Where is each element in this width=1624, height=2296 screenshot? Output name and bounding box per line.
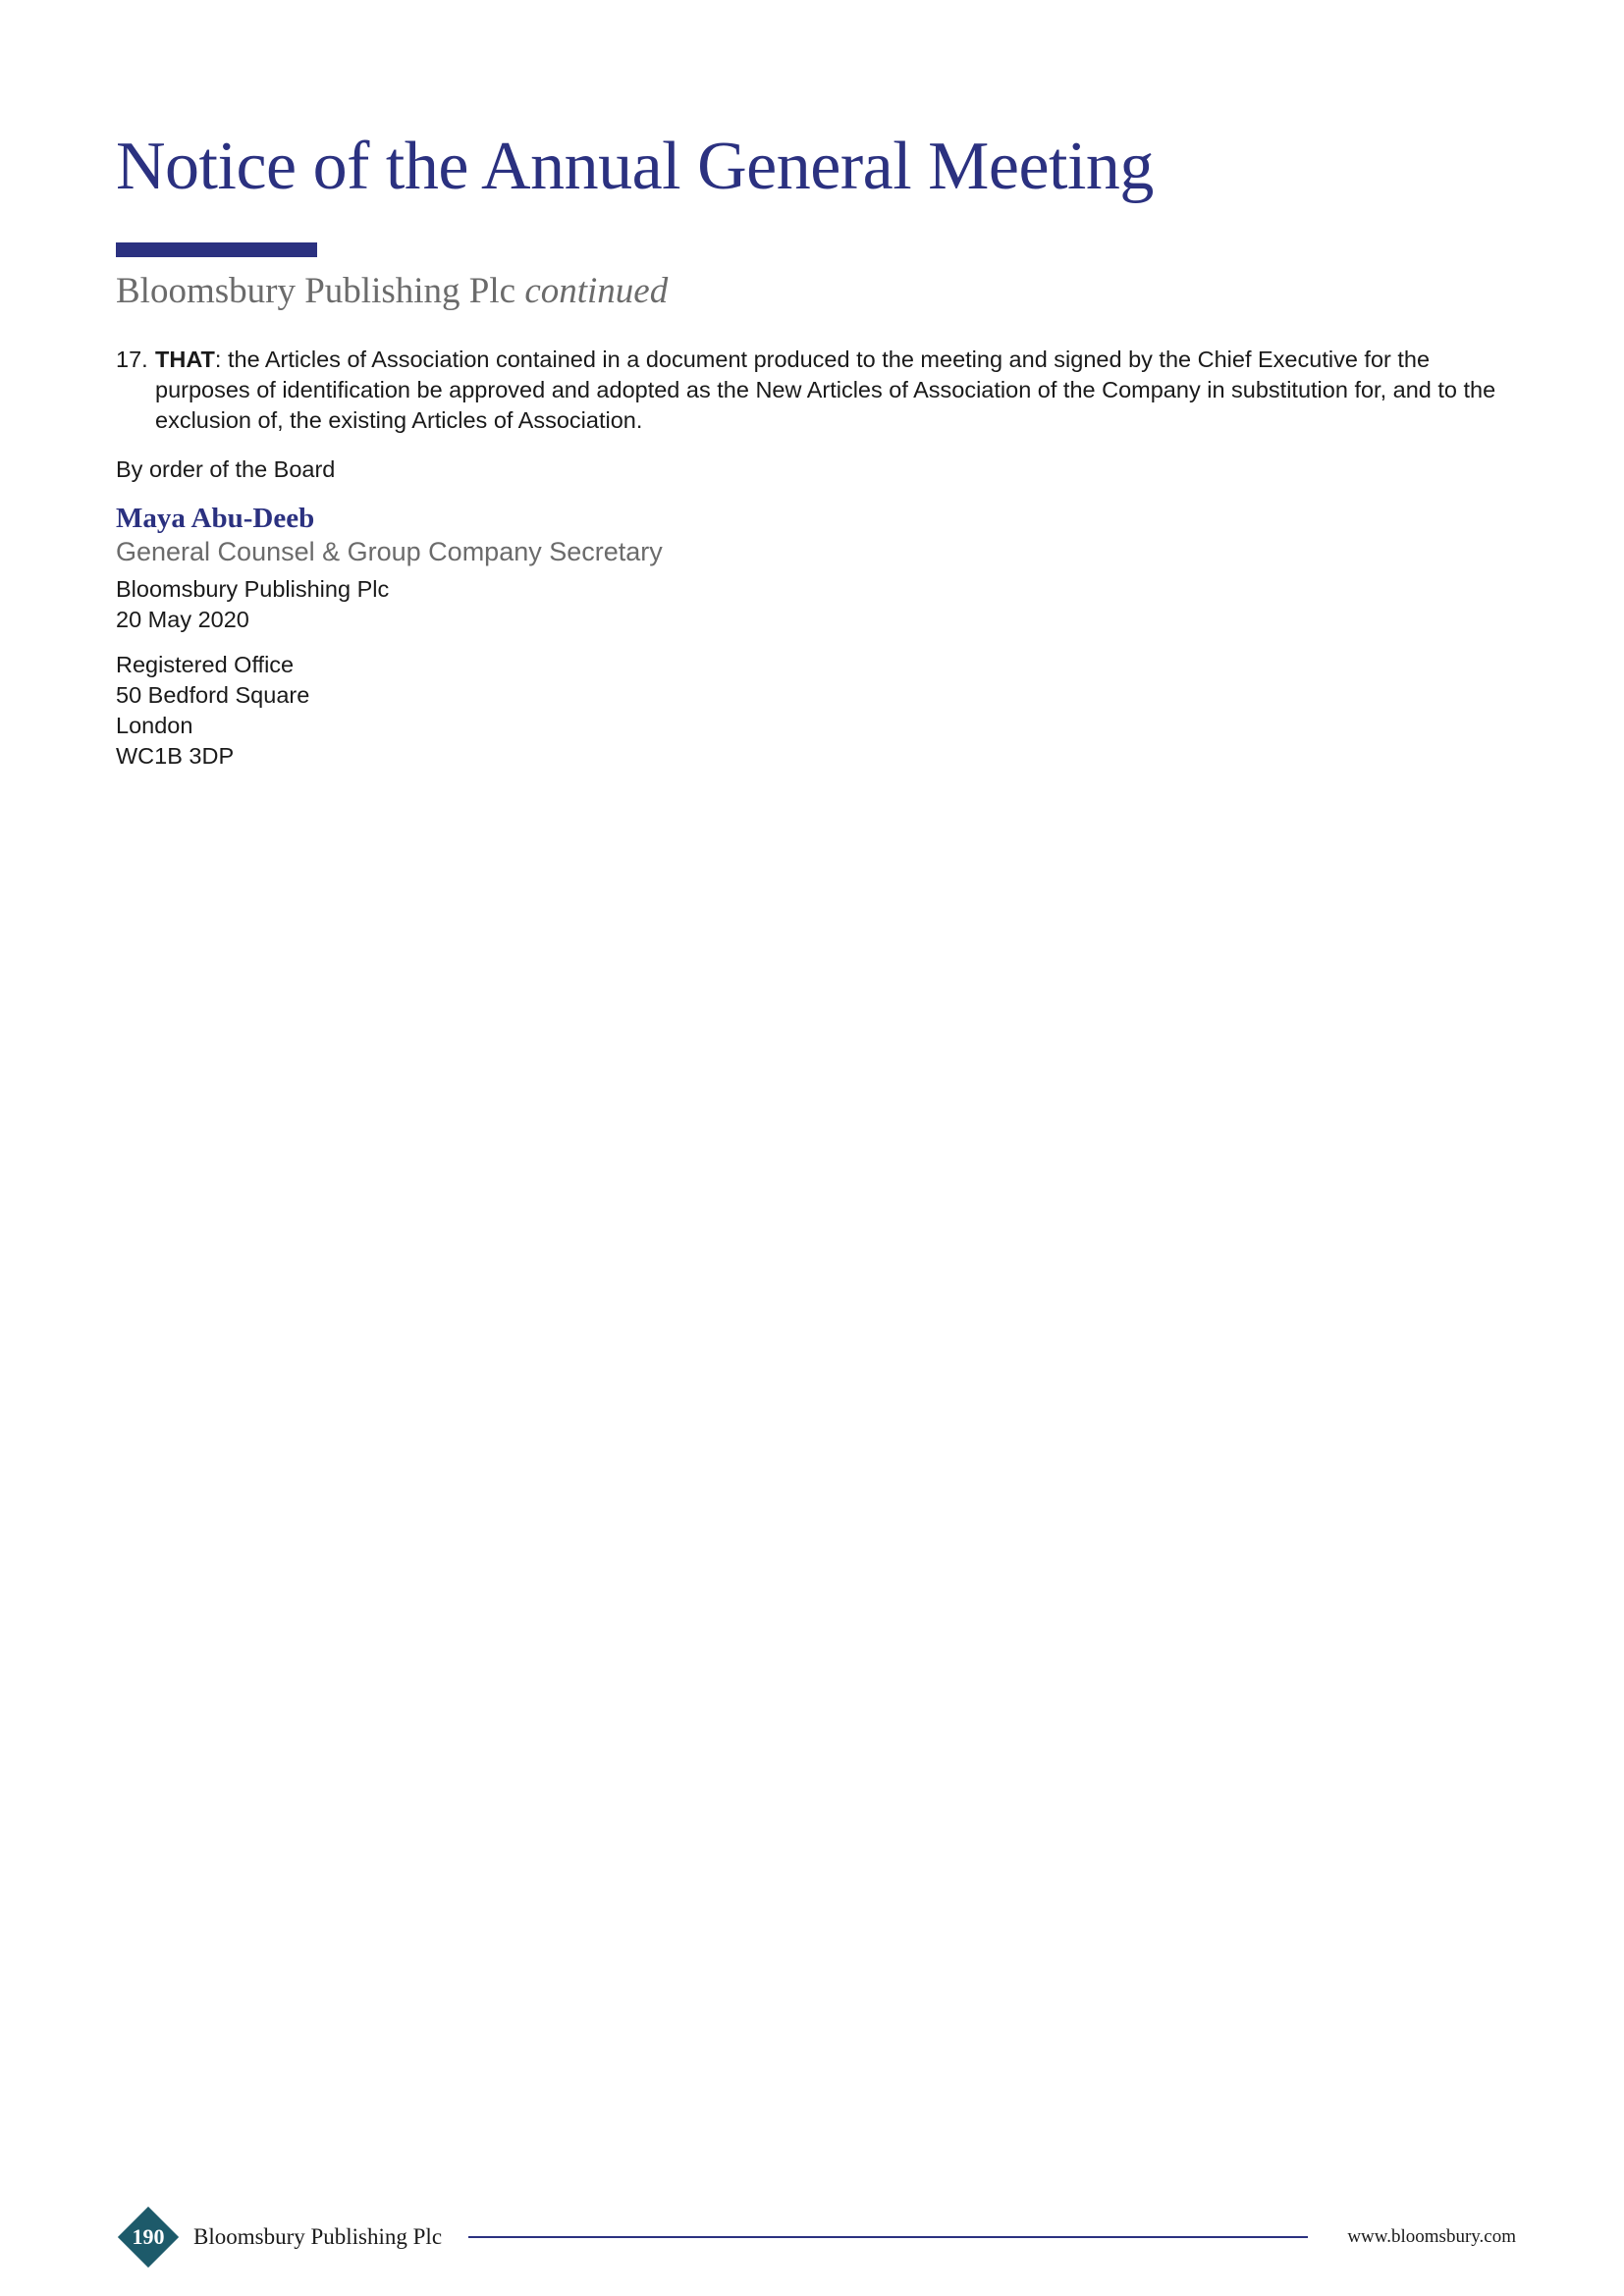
signoff-details xyxy=(116,574,389,635)
page-number: 190 xyxy=(132,2224,165,2249)
signoff-company: Bloomsbury Publishing Plc xyxy=(116,576,390,602)
title-underline-rule xyxy=(116,242,317,257)
footer-divider xyxy=(468,2236,1308,2238)
section-subtitle xyxy=(116,269,668,314)
signoff-intro: By order of the Board xyxy=(116,456,336,482)
address-line: 50 Bedford Square xyxy=(116,682,310,708)
footer-website-link[interactable]: www.bloomsbury.com xyxy=(1347,2226,1516,2247)
signatory-name: Maya Abu-Deeb xyxy=(116,503,315,534)
page-number-badge xyxy=(117,2206,180,2269)
page-title: Notice of the Annual General Meeting xyxy=(116,129,1154,204)
subtitle-company: Bloomsbury Publishing Plc xyxy=(116,271,516,311)
footer-company: Bloomsbury Publishing Plc xyxy=(193,2224,443,2249)
address-line: WC1B 3DP xyxy=(116,743,235,769)
subtitle-continued: continued xyxy=(524,271,669,311)
signatory-role: General Counsel & Group Company Secretary xyxy=(116,537,663,566)
resolution-item xyxy=(116,345,1530,436)
address-line: London xyxy=(116,713,193,738)
resolution-text xyxy=(116,345,1530,436)
signoff-date: 20 May 2020 xyxy=(116,607,249,632)
resolution-body: : the Articles of Association contained in a document produced to the meeting and signed by the Chief Executive for the purposes of identification be approved and adopted as the New Articles of Association of the Company in substitution for, and to the exclusion of, the existing Articles of Association. xyxy=(155,347,1496,433)
registered-office xyxy=(116,650,309,772)
registered-office-heading: Registered Office xyxy=(116,652,295,677)
resolution-keyword: THAT xyxy=(155,347,215,372)
resolution-number: 17. xyxy=(116,347,148,372)
